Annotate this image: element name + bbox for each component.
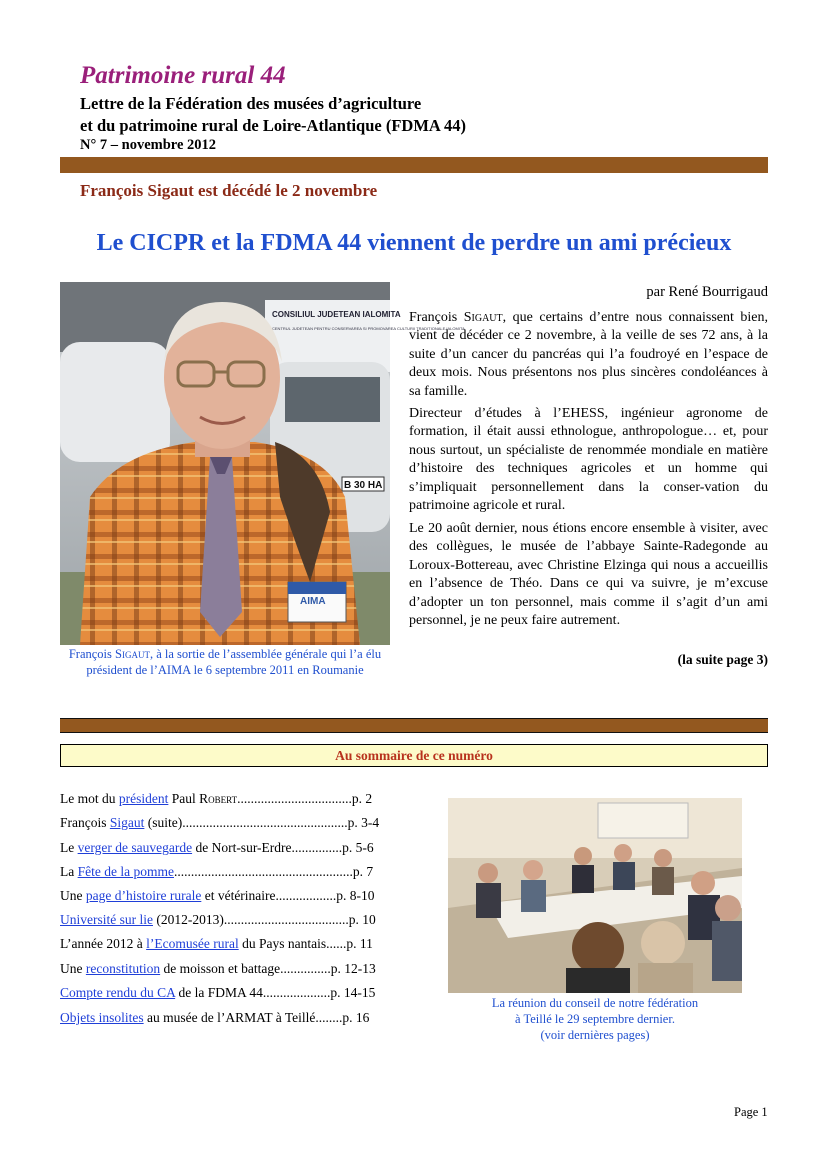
toc-item-text: de Nort-sur-Erdre	[192, 840, 292, 855]
toc-item-page: p. 8-10	[336, 888, 375, 903]
article-headline: Le CICPR et la FDMA 44 viennent de perdre un ami précieux	[96, 230, 732, 256]
toc-item-link[interactable]: l’Ecomusée rural	[146, 936, 239, 951]
license-plate: B 30 HA	[344, 480, 383, 491]
toc-item-text: L’année 2012 à	[60, 936, 147, 951]
toc-item-page: p. 5-6	[342, 840, 374, 855]
toc-item-link[interactable]: Sigaut	[109, 815, 145, 830]
article-paragraph-2: Directeur d’études à l’EHESS, ingénieur agronome de formation, il était aussi ethnologue, anthropologue… et, pour nous surtout, un spécialiste de renommée mondiale en matière d’histoire des techniques agricoles et un homme qui s’impliquait personnellement dans la conser-vation du patrimoine agricole et rural.	[409, 406, 768, 514]
toc-item-link[interactable]: verger de sauvegarde	[77, 840, 193, 855]
newsletter-subtitle-line1: Lettre de la Fédération des musées d’agriculture	[80, 94, 422, 113]
toc-item-link[interactable]: Compte rendu du CA	[60, 985, 176, 1000]
toc-item-leader: ..................	[275, 888, 337, 903]
toc-item-page: p. 16	[342, 1010, 370, 1025]
meeting-photo	[448, 798, 742, 993]
toc-item-text: et vétérinaire	[201, 888, 276, 903]
toc-item-leader: ...............	[280, 961, 331, 976]
summary-heading: Au sommaire de ce numéro	[60, 744, 768, 767]
toc-item-text: Paul	[168, 791, 200, 806]
toc-item	[60, 912, 400, 928]
meeting-caption: La réunion du conseil de notre fédération à Teillé le 29 septembre dernier. (voir dernières pages)	[491, 996, 699, 1042]
toc-item-text: La	[60, 864, 78, 879]
toc-item	[60, 985, 400, 1001]
toc-item-leader: ...............	[291, 840, 343, 855]
badge-text: AIMA	[300, 596, 326, 607]
toc-item-page: p. 3-4	[347, 815, 380, 830]
toc-item-text: au musée de l’ARMAT à Teillé	[143, 1010, 316, 1025]
toc-item-text: de moisson et battage	[160, 961, 281, 976]
toc-item	[60, 840, 400, 856]
toc-item	[60, 815, 400, 831]
toc-item-link[interactable]: Université sur lie	[60, 912, 153, 927]
toc-item	[60, 888, 400, 904]
toc-item-text: Le	[60, 840, 78, 855]
toc-item-page: p. 11	[346, 936, 373, 951]
toc-item-name: Robert	[199, 791, 238, 806]
portrait-caption: François Sigaut, à la sortie de l’assemblée générale qui l’a élu président de l’AIMA le 6 septembre 2011 en Roumanie	[68, 647, 382, 677]
issue-number: N° 7 – novembre 2012	[80, 137, 217, 153]
toc-item	[60, 791, 400, 807]
article-kicker: François Sigaut est décédé le 2 novembre	[80, 181, 378, 200]
section-divider	[60, 718, 768, 733]
toc-item-page: p. 7	[352, 864, 374, 879]
toc-item-text: (2012-2013)	[152, 912, 224, 927]
toc-item-page: p. 2	[351, 791, 373, 806]
continued-notice: (la suite page 3)	[677, 652, 768, 667]
toc-item-leader: .....................................	[223, 912, 349, 927]
toc-item-link[interactable]: page d’histoire rurale	[85, 888, 202, 903]
toc-item	[60, 864, 400, 880]
toc-item	[60, 936, 400, 952]
toc-item-text: François	[60, 815, 110, 830]
toc-item-leader: ..................................	[237, 791, 352, 806]
toc-item-text: de la FDMA 44	[175, 985, 263, 1000]
header-divider	[60, 157, 768, 173]
article-paragraph-3: Le 20 août dernier, nous étions encore ensemble à visiter, avec des collègues, le musée de l’abbaye Sainte-Radegonde au Loroux-Bottereau, avec Christine Elzinga qui nous a accueillis en l’absence de Théo. Dans ce qui va suivre, je m’excuse d’adopter un ton personnel, mais comme il s’agit d’un ami personnel, je ne peux faire autrement.	[409, 521, 768, 629]
sign-text: CONSILIUL JUDETEAN IALOMITA	[272, 310, 401, 319]
newsletter-subtitle-line2: et du patrimoine rural de Loire-Atlantique (FDMA 44)	[80, 116, 467, 135]
toc-item-leader: ......	[326, 936, 347, 951]
toc-item-text: (suite)	[144, 815, 183, 830]
toc-item-page: p. 10	[348, 912, 376, 927]
newsletter-title: Patrimoine rural 44	[80, 62, 286, 89]
toc-item	[60, 961, 400, 977]
toc-item-page: p. 14-15	[330, 985, 376, 1000]
toc-item	[60, 1010, 400, 1026]
page-number: Page 1	[734, 1105, 768, 1119]
toc-item-link[interactable]: Objets insolites	[60, 1010, 144, 1025]
toc-item-link[interactable]: président	[118, 791, 169, 806]
toc-item-text: Une	[60, 961, 86, 976]
toc-item-link[interactable]: Fête de la pomme	[77, 864, 174, 879]
portrait-photo	[60, 282, 465, 645]
article-author: par René Bourrigaud	[646, 284, 768, 300]
article-paragraph-1: François Sigaut, que certains d’entre nous connaissent bien, vient de décéder ce 2 novembre, à la veille de ses 72 ans, à la suite d’un cancer du pancréas qui l’a foudroyé en l’espace de deux mois. Nous présentons nos plus sincères condoléances à sa famille.	[409, 310, 768, 399]
toc-item-leader: .................................................	[182, 815, 348, 830]
toc-item-text: Le mot du	[60, 791, 119, 806]
toc-item-page: p. 12-13	[330, 961, 376, 976]
toc-item-leader: .....................................................	[173, 864, 353, 879]
toc-item-text: Une	[60, 888, 86, 903]
toc-item-leader: ........	[315, 1010, 343, 1025]
toc-item-text: du Pays nantais	[238, 936, 327, 951]
sign-subtext: CENTRUL JUDETEAN PENTRU CONSERVAREA SI PROMOVAREA CULTURII TRADITIONALE IALOMITA	[272, 326, 465, 331]
toc-item-link[interactable]: reconstitution	[85, 961, 161, 976]
toc-item-leader: ....................	[262, 985, 331, 1000]
